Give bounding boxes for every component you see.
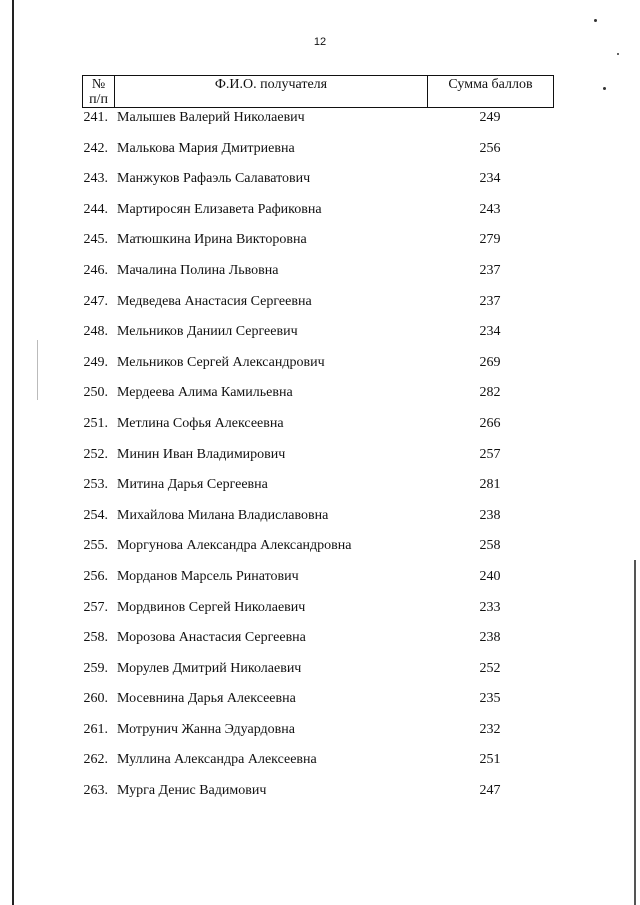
table-row (0, 169, 640, 200)
row-number: 259. (83, 660, 108, 676)
score-value: 249 (479, 110, 501, 125)
recipient-name: Морданов Марсель Ринатович (117, 568, 299, 584)
recipient-name: Митина Дарья Сергеевна (117, 477, 268, 493)
score-value: 238 (479, 507, 501, 523)
table-row (0, 598, 640, 629)
recipient-name: Морулев Дмитрий Николаевич (117, 660, 302, 676)
table-row (0, 628, 640, 659)
table-row (0, 353, 640, 384)
recipient-name: Мурга Денис Вадимович (117, 783, 267, 799)
table-row (0, 475, 640, 506)
score-value: 237 (479, 262, 501, 278)
score-value: 282 (479, 385, 501, 401)
scan-speck (603, 87, 606, 90)
recipient-name: Михайлова Милана Владиславовна (117, 507, 329, 523)
recipient-name: Мельников Даниил Сергеевич (117, 324, 298, 340)
recipient-name: Мотрунич Жанна Эдуардовна (117, 721, 295, 737)
row-number: 260. (83, 691, 108, 707)
row-number: 262. (83, 752, 108, 768)
row-number: 244. (83, 201, 108, 217)
score-value: 279 (479, 232, 501, 248)
score-value: 269 (479, 354, 501, 370)
score-value: 234 (479, 324, 501, 340)
recipient-name: Мосевнина Дарья Алексеевна (117, 691, 296, 707)
row-number: 247. (83, 293, 108, 309)
recipient-name: Метлина Софья Алексеевна (117, 415, 284, 431)
table-row (0, 659, 640, 690)
row-number: 251. (83, 415, 108, 431)
row-number: 257. (83, 599, 108, 615)
recipient-name: Мельников Сергей Александрович (117, 354, 325, 370)
score-value: 257 (479, 446, 501, 462)
score-value: 237 (479, 293, 501, 309)
table-row (0, 414, 640, 445)
table-row (0, 750, 640, 781)
page-number: 12 (313, 36, 327, 48)
score-value: 252 (479, 660, 501, 676)
recipient-name: Мартиросян Елизавета Рафиковна (117, 201, 322, 217)
table-row (0, 567, 640, 598)
score-value: 247 (479, 783, 501, 799)
table-row (0, 230, 640, 261)
recipient-name: Малышев Валерий Николаевич (117, 110, 305, 125)
table-row (0, 445, 640, 476)
recipient-name: Муллина Александра Алексеевна (117, 752, 317, 768)
row-number: 258. (83, 630, 108, 646)
row-number: 242. (83, 140, 108, 156)
row-number: 261. (83, 721, 108, 737)
score-value: 240 (479, 568, 501, 584)
row-number: 254. (83, 507, 108, 523)
table-header (82, 75, 554, 108)
score-value: 235 (479, 691, 501, 707)
row-number: 263. (83, 783, 108, 799)
table-row (0, 383, 640, 414)
score-value: 251 (479, 752, 501, 768)
table-row (0, 689, 640, 720)
header-number: № п/п (83, 76, 115, 108)
score-value: 243 (479, 201, 501, 217)
recipient-name: Минин Иван Владимирович (117, 446, 286, 462)
score-value: 238 (479, 630, 501, 646)
row-number: 241. (83, 110, 108, 125)
table-row (0, 261, 640, 292)
score-value: 266 (479, 415, 501, 431)
table-row (0, 200, 640, 231)
row-number: 246. (83, 262, 108, 278)
row-number: 250. (83, 385, 108, 401)
recipients-list (0, 108, 640, 812)
recipient-name: Морозова Анастасия Сергеевна (117, 630, 306, 646)
row-number: 248. (83, 324, 108, 340)
row-number: 253. (83, 477, 108, 493)
row-number: 256. (83, 568, 108, 584)
row-number: 243. (83, 171, 108, 187)
header-score: Сумма баллов (428, 76, 554, 108)
score-value: 258 (479, 538, 501, 554)
recipient-name: Мердеева Алима Камильевна (117, 385, 293, 401)
recipient-name: Мачалина Полина Львовна (117, 262, 279, 278)
table-row (0, 108, 640, 139)
table-row (0, 322, 640, 353)
header-name: Ф.И.О. получателя (115, 76, 428, 108)
score-value: 234 (479, 171, 501, 187)
scan-speck (617, 53, 619, 55)
score-value: 233 (479, 599, 501, 615)
row-number: 252. (83, 446, 108, 462)
scan-speck (594, 19, 597, 22)
table-row (0, 292, 640, 323)
recipient-name: Медведева Анастасия Сергеевна (117, 293, 312, 309)
table-row (0, 720, 640, 751)
row-number: 255. (83, 538, 108, 554)
recipient-name: Матюшкина Ирина Викторовна (117, 232, 307, 248)
score-value: 281 (479, 477, 501, 493)
recipient-name: Малькова Мария Дмитриевна (117, 140, 295, 156)
recipient-name: Манжуков Рафаэль Салаватович (117, 171, 311, 187)
table-row (0, 781, 640, 812)
table-row (0, 536, 640, 567)
recipient-name: Мордвинов Сергей Николаевич (117, 599, 306, 615)
row-number: 249. (83, 354, 108, 370)
score-value: 256 (479, 140, 501, 156)
table-row (0, 139, 640, 170)
score-value: 232 (479, 721, 501, 737)
row-number: 245. (83, 232, 108, 248)
table-row (0, 506, 640, 537)
recipient-name: Моргунова Александра Александровна (117, 538, 352, 554)
